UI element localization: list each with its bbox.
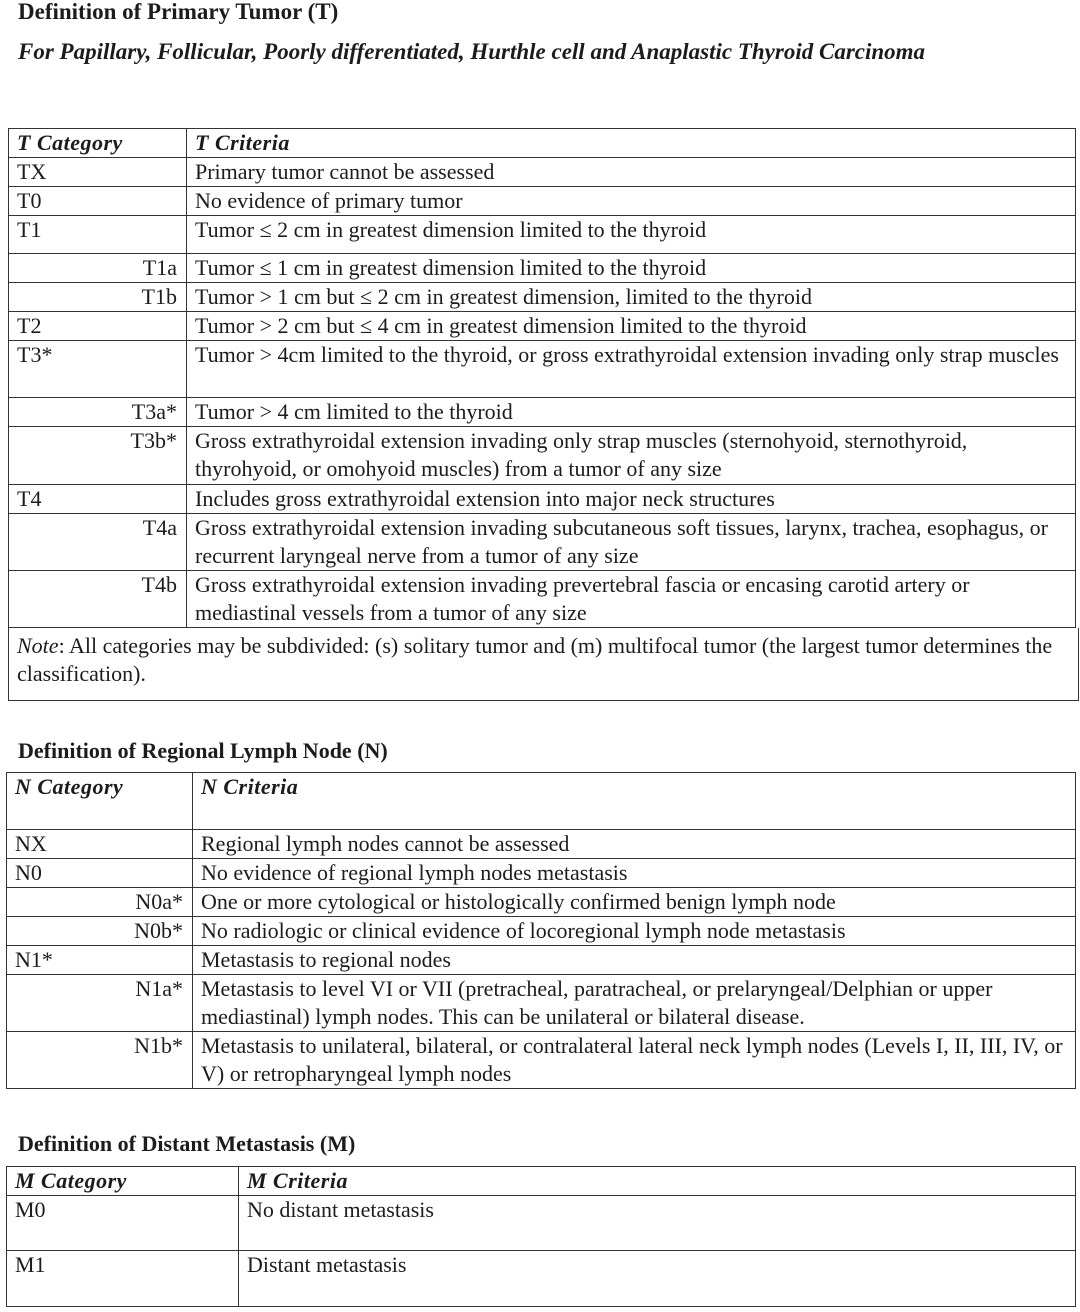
t-category-table: [8, 128, 1076, 628]
n-criteria-header: N Criteria: [193, 773, 1076, 830]
t-category-cell: T3*: [9, 341, 187, 398]
m-category-cell: M0: [7, 1196, 239, 1251]
n-category-cell: N0: [7, 859, 193, 888]
t-criteria-cell: Tumor > 4 cm limited to the thyroid: [187, 398, 1076, 427]
table-row: [7, 1196, 1076, 1251]
t-category-cell: T3b*: [9, 427, 187, 485]
t-criteria-cell: Includes gross extrathyroidal extension into major neck structures: [187, 485, 1076, 514]
table-row: [9, 398, 1076, 427]
table-row: [9, 341, 1076, 398]
n-criteria-cell: Metastasis to level VI or VII (pretracheal, paratracheal, or prelaryngeal/Delphian or upper mediastinal) lymph nodes. This can be unilateral or bilateral disease.: [193, 975, 1076, 1032]
note-label: Note: [17, 633, 59, 658]
m-criteria-cell: No distant metastasis: [239, 1196, 1076, 1251]
t-category-cell: T3a*: [9, 398, 187, 427]
t-category-cell: T4a: [9, 514, 187, 571]
t-category-cell: TX: [9, 158, 187, 187]
table-row: [7, 830, 1076, 859]
table-row: [7, 859, 1076, 888]
n-category-table: [6, 772, 1076, 1089]
t-category-cell: T2: [9, 312, 187, 341]
table-row: [9, 312, 1076, 341]
t-category-cell: T1a: [9, 254, 187, 283]
n-criteria-cell: One or more cytological or histologically confirmed benign lymph node: [193, 888, 1076, 917]
t-category-cell: T1b: [9, 283, 187, 312]
t-category-header: T Category: [9, 129, 187, 158]
m-category-table: [6, 1166, 1076, 1307]
t-criteria-cell: No evidence of primary tumor: [187, 187, 1076, 216]
t-category-cell: T1: [9, 216, 187, 254]
t-criteria-cell: Tumor > 1 cm but ≤ 2 cm in greatest dimension, limited to the thyroid: [187, 283, 1076, 312]
t-category-cell: T0: [9, 187, 187, 216]
classification-note: [8, 628, 1079, 701]
t-section-title: Definition of Primary Tumor (T): [18, 0, 339, 24]
table-row: [7, 946, 1076, 975]
n-criteria-cell: Metastasis to unilateral, bilateral, or contralateral lateral neck lymph nodes (Levels I, II, III, IV, or V) or retropharyngeal lymph nodes: [193, 1032, 1076, 1089]
table-row: [9, 514, 1076, 571]
t-criteria-cell: Tumor ≤ 2 cm in greatest dimension limited to the thyroid: [187, 216, 1076, 254]
note-text: : All categories may be subdivided: (s) solitary tumor and (m) multifocal tumor (the largest tumor determines the classification).: [17, 633, 1053, 686]
table-header-row: [7, 1167, 1076, 1196]
n-category-cell: N1b*: [7, 1032, 193, 1089]
table-row: [9, 254, 1076, 283]
n-category-cell: NX: [7, 830, 193, 859]
t-category-cell: T4b: [9, 571, 187, 628]
table-row: [7, 975, 1076, 1032]
n-category-cell: N1a*: [7, 975, 193, 1032]
table-row: [9, 571, 1076, 628]
t-section-subtitle: For Papillary, Follicular, Poorly differentiated, Hurthle cell and Anaplastic Thyroid Carcinoma: [18, 39, 926, 64]
m-category-cell: M1: [7, 1251, 239, 1307]
n-criteria-cell: Metastasis to regional nodes: [193, 946, 1076, 975]
table-row: [7, 1032, 1076, 1089]
table-row: [9, 187, 1076, 216]
table-header-row: [9, 129, 1076, 158]
t-criteria-cell: Gross extrathyroidal extension invading only strap muscles (sternohyoid, sternothyroid, thyrohyoid, or omohyoid muscles) from a tumor of any size: [187, 427, 1076, 485]
table-row: [9, 485, 1076, 514]
table-row: [7, 888, 1076, 917]
m-category-header: M Category: [7, 1167, 239, 1196]
m-criteria-cell: Distant metastasis: [239, 1251, 1076, 1307]
n-criteria-cell: Regional lymph nodes cannot be assessed: [193, 830, 1076, 859]
t-criteria-cell: Tumor > 2 cm but ≤ 4 cm in greatest dimension limited to the thyroid: [187, 312, 1076, 341]
t-criteria-cell: Tumor > 4cm limited to the thyroid, or gross extrathyroidal extension invading only strap muscles: [187, 341, 1076, 398]
table-row: [7, 917, 1076, 946]
m-section-title: Definition of Distant Metastasis (M): [18, 1131, 356, 1156]
table-row: [7, 1251, 1076, 1307]
table-row: [9, 216, 1076, 254]
t-criteria-cell: Tumor ≤ 1 cm in greatest dimension limited to the thyroid: [187, 254, 1076, 283]
n-category-cell: N0a*: [7, 888, 193, 917]
table-row: [9, 158, 1076, 187]
table-row: [9, 427, 1076, 485]
table-row: [9, 283, 1076, 312]
t-criteria-cell: Gross extrathyroidal extension invading subcutaneous soft tissues, larynx, trachea, esophagus, or recurrent laryngeal nerve from a tumor of any size: [187, 514, 1076, 571]
n-category-header: N Category: [7, 773, 193, 830]
n-category-cell: N0b*: [7, 917, 193, 946]
t-criteria-cell: Gross extrathyroidal extension invading prevertebral fascia or encasing carotid artery or mediastinal vessels from a tumor of any size: [187, 571, 1076, 628]
n-criteria-cell: No evidence of regional lymph nodes metastasis: [193, 859, 1076, 888]
n-category-cell: N1*: [7, 946, 193, 975]
t-criteria-header: T Criteria: [187, 129, 1076, 158]
table-header-row: [7, 773, 1076, 830]
m-criteria-header: M Criteria: [239, 1167, 1076, 1196]
t-category-cell: T4: [9, 485, 187, 514]
t-criteria-cell: Primary tumor cannot be assessed: [187, 158, 1076, 187]
n-section-title: Definition of Regional Lymph Node (N): [18, 738, 388, 763]
n-criteria-cell: No radiologic or clinical evidence of locoregional lymph node metastasis: [193, 917, 1076, 946]
